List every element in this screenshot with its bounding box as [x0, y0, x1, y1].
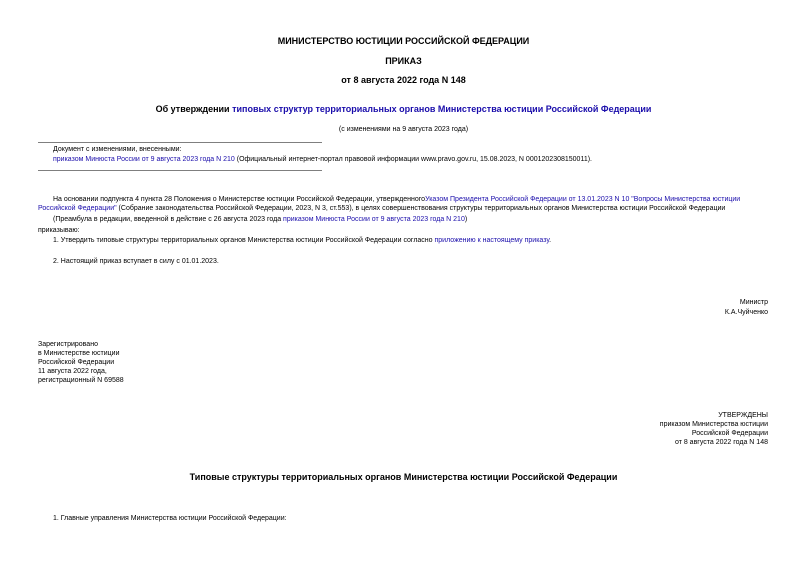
ministry-heading: МИНИСТЕРСТВО ЮСТИЦИИ РОССИЙСКОЙ ФЕДЕРАЦИИ — [277, 36, 530, 46]
doc-type-heading: ПРИКАЗ — [385, 56, 422, 66]
registration-line-3: Российской Федерации — [38, 359, 115, 366]
preamble-edition-note — [53, 215, 467, 224]
approval-line-4: от 8 августа 2022 года N 148 — [674, 439, 768, 446]
changes-link[interactable]: приказом Минюста России от 9 августа 2023 года N 210 — [53, 156, 235, 163]
document-title — [0, 104, 807, 115]
revision-note: (с изменениями на 9 августа 2023 года) — [338, 126, 469, 133]
preamble-note-link[interactable]: приказом Минюста России от 9 августа 2023 года N 210 — [283, 216, 465, 223]
preamble-text-1: На основании подпункта 4 пункта 28 Положения о Министерстве юстиции Российской Федерации, утвержденного — [53, 196, 426, 203]
approval-block — [518, 411, 768, 447]
signature-name: К.А.Чуйченко — [724, 309, 768, 316]
order-word: приказываю: — [38, 227, 80, 234]
changes-label: Документ с изменениями, внесенными: — [53, 146, 182, 153]
signature-position: Министр — [739, 299, 768, 306]
order-item-1 — [53, 236, 551, 245]
title-link[interactable]: типовых структур территориальных органов Министерства юстиции Российской Федерации — [232, 104, 652, 114]
item1-text: 1. Утвердить типовые структуры территориальных органов Министерства юстиции Российской Федерации согласно — [53, 237, 435, 244]
preamble-decree-link[interactable]: Указом Президента Российской Федерации от 13.01.2023 N 10 "Вопросы Министерства юстиции Российской Федерации" — [38, 196, 741, 212]
registration-line-5: регистрационный N 69588 — [38, 377, 124, 384]
appendix-item-1: 1. Главные управления Министерства юстиции Российской Федерации: — [53, 515, 287, 522]
preamble-text-2: (Собрание законодательства Российской Федерации, 2023, N 3, ст.553), в целях совершенствования структуры территориальных органов Министерства юстиции Российской Федерации — [116, 205, 726, 212]
preamble-paragraph — [38, 195, 773, 213]
preamble-note-end: ) — [464, 216, 468, 223]
changes-entry — [53, 155, 592, 164]
title-prefix: Об утверждении — [155, 104, 233, 114]
order-item-2: 2. Настоящий приказ вступает в силу с 01.01.2023. — [53, 258, 219, 265]
changes-bottom-divider — [38, 170, 322, 171]
approval-line-3: Российской Федерации — [691, 430, 768, 437]
appendix-link[interactable]: приложению к настоящему приказу — [434, 237, 550, 244]
registration-block — [38, 340, 124, 385]
changes-top-divider — [38, 142, 322, 143]
item1-end: . — [549, 237, 552, 244]
approval-line-1: УТВЕРЖДЕНЫ — [718, 412, 768, 419]
registration-line-4: 11 августа 2022 года, — [38, 368, 107, 375]
preamble-note-text: (Преамбула в редакции, введенной в действие с 26 августа 2023 года — [53, 216, 284, 223]
changes-source: (Официальный интернет-портал правовой информации www.pravo.gov.ru, 15.08.2023, N 0001202308150011). — [234, 156, 592, 163]
registration-line-2: в Министерстве юстиции — [38, 350, 120, 357]
doc-date: от 8 августа 2022 года N 148 — [341, 75, 466, 85]
appendix-title: Типовые структуры территориальных органов Министерства юстиции Российской Федерации — [189, 472, 618, 482]
approval-line-2: приказом Министерства юстиции — [659, 421, 768, 428]
registration-line-1: Зарегистрировано — [38, 341, 98, 348]
